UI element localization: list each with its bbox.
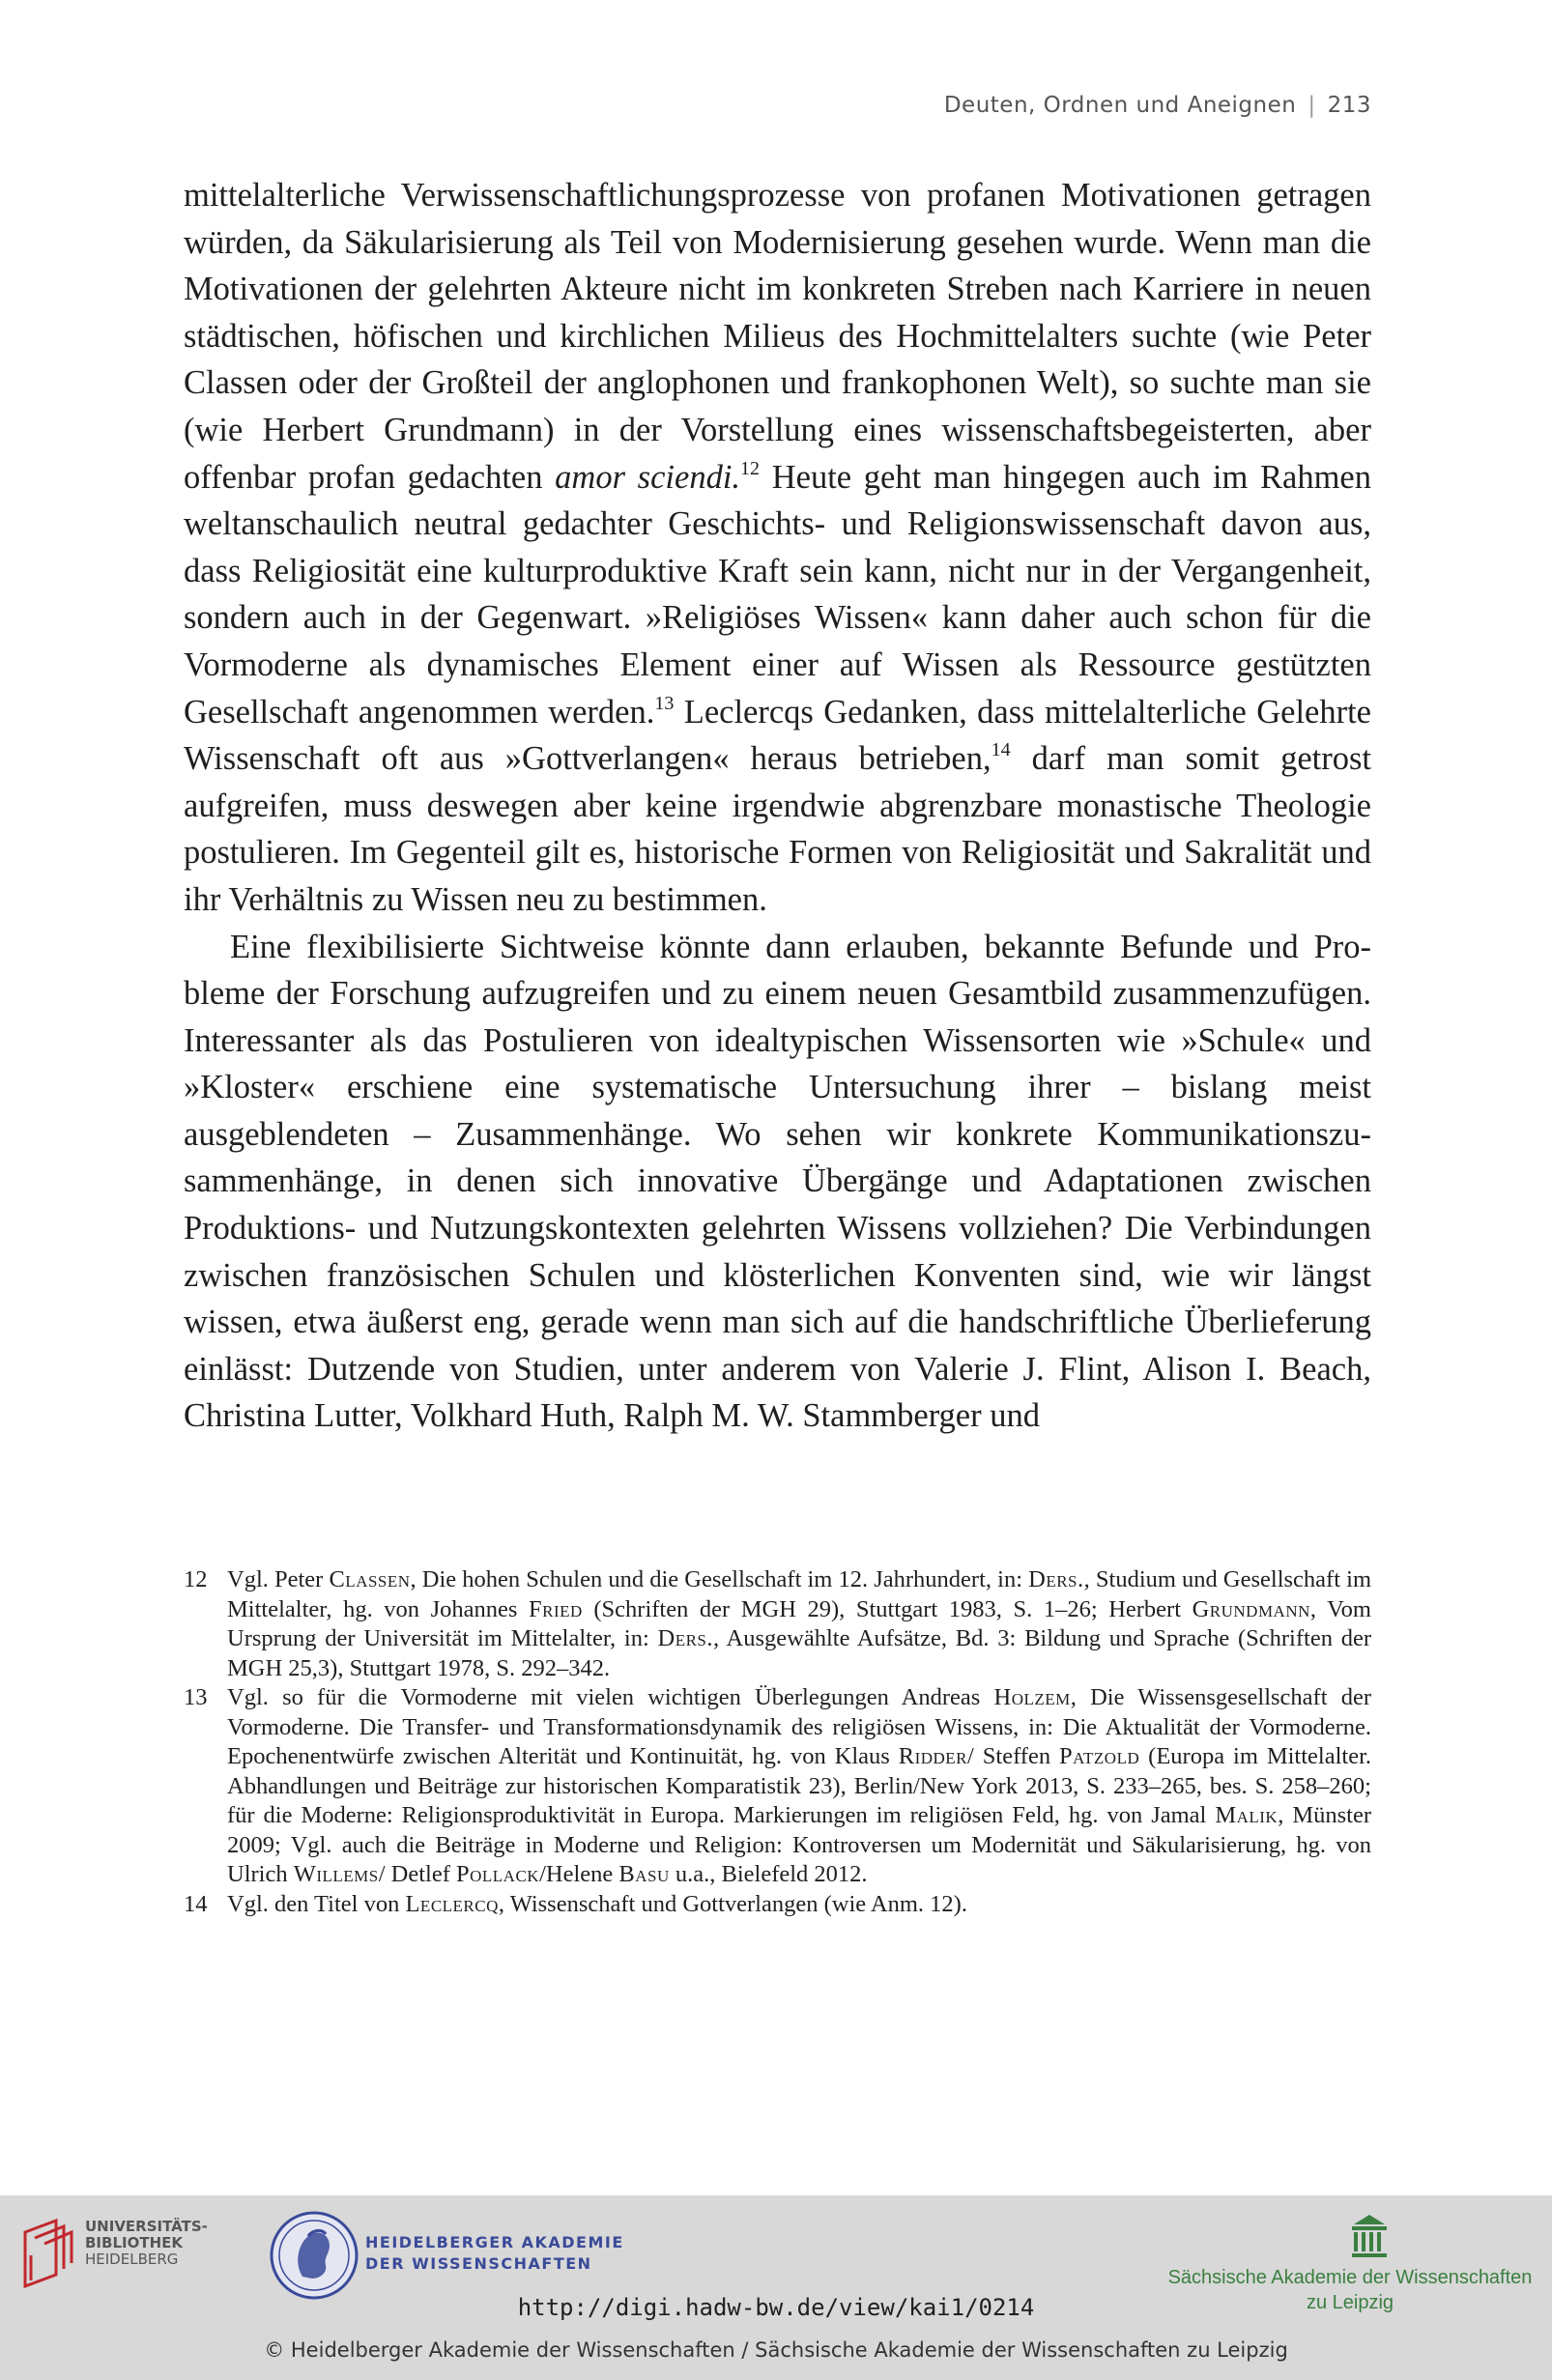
author-name: Leclercq (405, 1890, 499, 1917)
page-number: 213 (1327, 93, 1371, 118)
paragraph-1-text: mittelalterliche Verwissenschaftlichungsprozesse von profanen Motivationen getragen würden, da Säkularisierung als Teil von Modernisierung gesehen wurde. Wenn man die Motivationen der gelehrten Akteure nicht im konkreten Streben nach Karriere in neuen städtischen, höfischen und kirchlichen Milieus des Hochmittelalters suchte (wie Peter Classen oder der Großteil der anglophonen und frankophonen Welt), so suchte man sie (wie Herbert Grundmann) in der Vorstellung eines wissenschaftsbegeisterten, aber offenbar profan gedachten (184, 177, 1371, 496)
author-name: Ridder (898, 1743, 968, 1769)
academy-seal-icon (266, 2207, 362, 2304)
main-text (184, 172, 1371, 1440)
footnote-text: , Wissenschaft und Gottverlangen (wie Anm. 12). (498, 1890, 967, 1917)
author-name: Classen (329, 1566, 411, 1592)
ub-logo-line-3: HEIDELBERG (85, 2251, 179, 2268)
ub-logo-line-1: UNIVERSITÄTS- (85, 2218, 208, 2235)
emphasis-amor-sciendi: amor sciendi. (555, 458, 741, 496)
footnote-number: 13 (184, 1684, 208, 1710)
hadw-logo-line-1: HEIDELBERGER AKADEMIE (365, 2233, 624, 2251)
footnote-number: 12 (184, 1566, 208, 1592)
footnote-text: , Die Wissensgesellschaft der Vormoderne. Die Transfer- und Transformationsdynamik des religiösen Wissens, in: Die Aktualität der Vormoderne. Epochenentwürfe zwischen Alterität und Kontinuität, hg. von Klaus (227, 1684, 1371, 1769)
running-head-separator: | (1308, 93, 1316, 118)
footnote-text: Vgl. so für die Vormoderne mit vielen wichtigen Überlegungen Andreas (227, 1684, 994, 1710)
author-name: Fried (529, 1595, 583, 1622)
running-head-title: Deuten, Ordnen und Aneignen (943, 93, 1297, 118)
footnote-text: Vgl. Peter (227, 1566, 330, 1592)
footnote-text: /Helene (539, 1861, 619, 1887)
footnote-ref-14[interactable]: 14 (991, 739, 1011, 761)
footnote-text: u.a., Bielefeld 2012. (669, 1861, 868, 1887)
saxon-academy-building-icon (1350, 2213, 1389, 2259)
footnote-text: , Vom Ursprung der Universität im Mittelalter, in: (227, 1595, 1371, 1651)
footnote-text: , Münster 2009; Vgl. auch die Beiträge in Moderne und Religion: Kontroversen um Modernität und Säkularisierung, hg. von Ulrich (227, 1802, 1371, 1887)
footnote-text: Vgl. den Titel von (227, 1890, 406, 1917)
author-name: Malik (1215, 1802, 1279, 1828)
author-name: Holzem (993, 1684, 1071, 1710)
paragraph-1-text: Heute geht man hingegen auch im Rahmen weltanschaulich neutral gedachter Geschichts- und Religionswissenschaft davon aus, dass Religiosität eine kulturproduktive Kraft sein kann, nicht nur in der Vergangenheit, sondern auch in der Gegenwart. »Religiöses Wissen« kann daher auch schon für die Vormoderne als dynamisches Element einer auf Wissen als Ressource gestützten Gesellschaft angenommen werden. (184, 458, 1371, 731)
academy-heidelberg-logo-text (365, 2232, 624, 2275)
paragraph-1 (184, 172, 1371, 924)
ub-logo-line-2: BIBLIOTHEK (85, 2234, 183, 2251)
footnotes (184, 1565, 1371, 1919)
footnote-ref-12[interactable]: 12 (740, 457, 761, 479)
author-name: Patzold (1059, 1743, 1140, 1769)
footnote-12 (184, 1565, 1371, 1683)
saw-logo-line-2: zu Leipzig (1306, 2292, 1394, 2313)
footnote-13 (184, 1683, 1371, 1890)
paragraph-1-text: Leclercqs Gedanken, dass mittelalterliche Gelehrte Wissenschaft oft aus »Gottverlangen« heraus betrieben, (184, 693, 1371, 778)
saw-logo-line-1: Sächsische Akademie der Wissenschaften (1167, 2267, 1533, 2288)
footnote-text: (Schriften der MGH 29), Stuttgart 1983, S. 1–26; Herbert (582, 1595, 1193, 1622)
footnote-text: , Ausgewählte Aufsätze, Bd. 3: Bildung und Sprache (Schriften der MGH 25,3), Stuttgart 1978, S. 292–342. (227, 1625, 1371, 1681)
paragraph-1-text: darf man somit getrost aufgreifen, muss deswegen aber keine irgendwie abgrenzbare monastische Theologie postulieren. Im Gegenteil gilt es, historische Formen von Religiosität und Sakralität und ihr Verhältnis zu Wissen neu zu bestimmen. (184, 740, 1371, 918)
hadw-logo-line-2: DER WISSENSCHAFTEN (365, 2254, 592, 2273)
paragraph-2: Eine flexibilisierte Sichtweise könnte dann erlauben, bekannte Befunde und Probleme der Forschung aufzugreifen und zu einem neuen Gesamtbild zusammenzufügen. Interessanter als das Postulieren von idealtypischen Wissensorten wie »Schule« und »Kloster« erschiene eine systematische Untersuchung ihrer – bislang meist ausgeblendeten – Zusammenhänge. Wo sehen wir konkrete Kommunikationszusammenhänge, in denen sich innovative Übergänge und Adaptationen zwischen Produktions- und Nutzungskontexten gelehrten Wissens vollziehen? Die Verbindungen zwischen französischen Schulen und klösterlichen Konventen sind, wie wir längst wissen, etwa äußerst eng, gerade wenn man sich auf die handschriftliche Überlieferung einlässt: Dutzende von Studien, unter anderem von Valerie J. Flint, Alison I. Beach, Christina Lutter, Volkhard Huth, Ralph M. W. Stammberger und (184, 928, 1371, 1435)
footnote-number: 14 (184, 1890, 208, 1917)
copyright-notice: © Heidelberger Akademie der Wissenschaften / Sächsische Akademie der Wissenschaften zu Leipzig (264, 2338, 1288, 2362)
footnote-14 (184, 1890, 1371, 1920)
footnote-text: / Steffen (967, 1743, 1060, 1769)
permalink-url[interactable]: http://digi.hadw-bw.de/view/kai1/0214 (517, 2294, 1035, 2321)
footnote-ref-13[interactable]: 13 (654, 692, 675, 714)
author-name: Ders. (657, 1625, 714, 1651)
footnote-text: (Europa im Mittelalter. Abhandlungen und Beiträge zur historischen Komparatistik 23), Berlin/New York 2013, S. 233–265, bes. S. 258–260; für die Moderne: Religionsproduktivität in Europa. Markierungen im religiösen Feld, hg. von Jamal (227, 1743, 1372, 1828)
author-name: Basu (618, 1861, 670, 1887)
footnote-text: , Die hohen Schulen und die Gesellschaft im 12. Jahrhundert, in: (410, 1566, 1029, 1592)
university-library-logo-text (85, 2219, 208, 2268)
footnote-text: / Detlef (378, 1861, 457, 1887)
running-head (944, 93, 1371, 118)
footnote-text: , Studium und Gesellschaft im Mittelalter, hg. von Johannes (227, 1566, 1372, 1622)
author-name: Ders. (1028, 1566, 1084, 1592)
author-name: Grundmann (1192, 1595, 1310, 1622)
author-name: Willems (293, 1861, 379, 1887)
author-name: Pollack (456, 1861, 540, 1887)
